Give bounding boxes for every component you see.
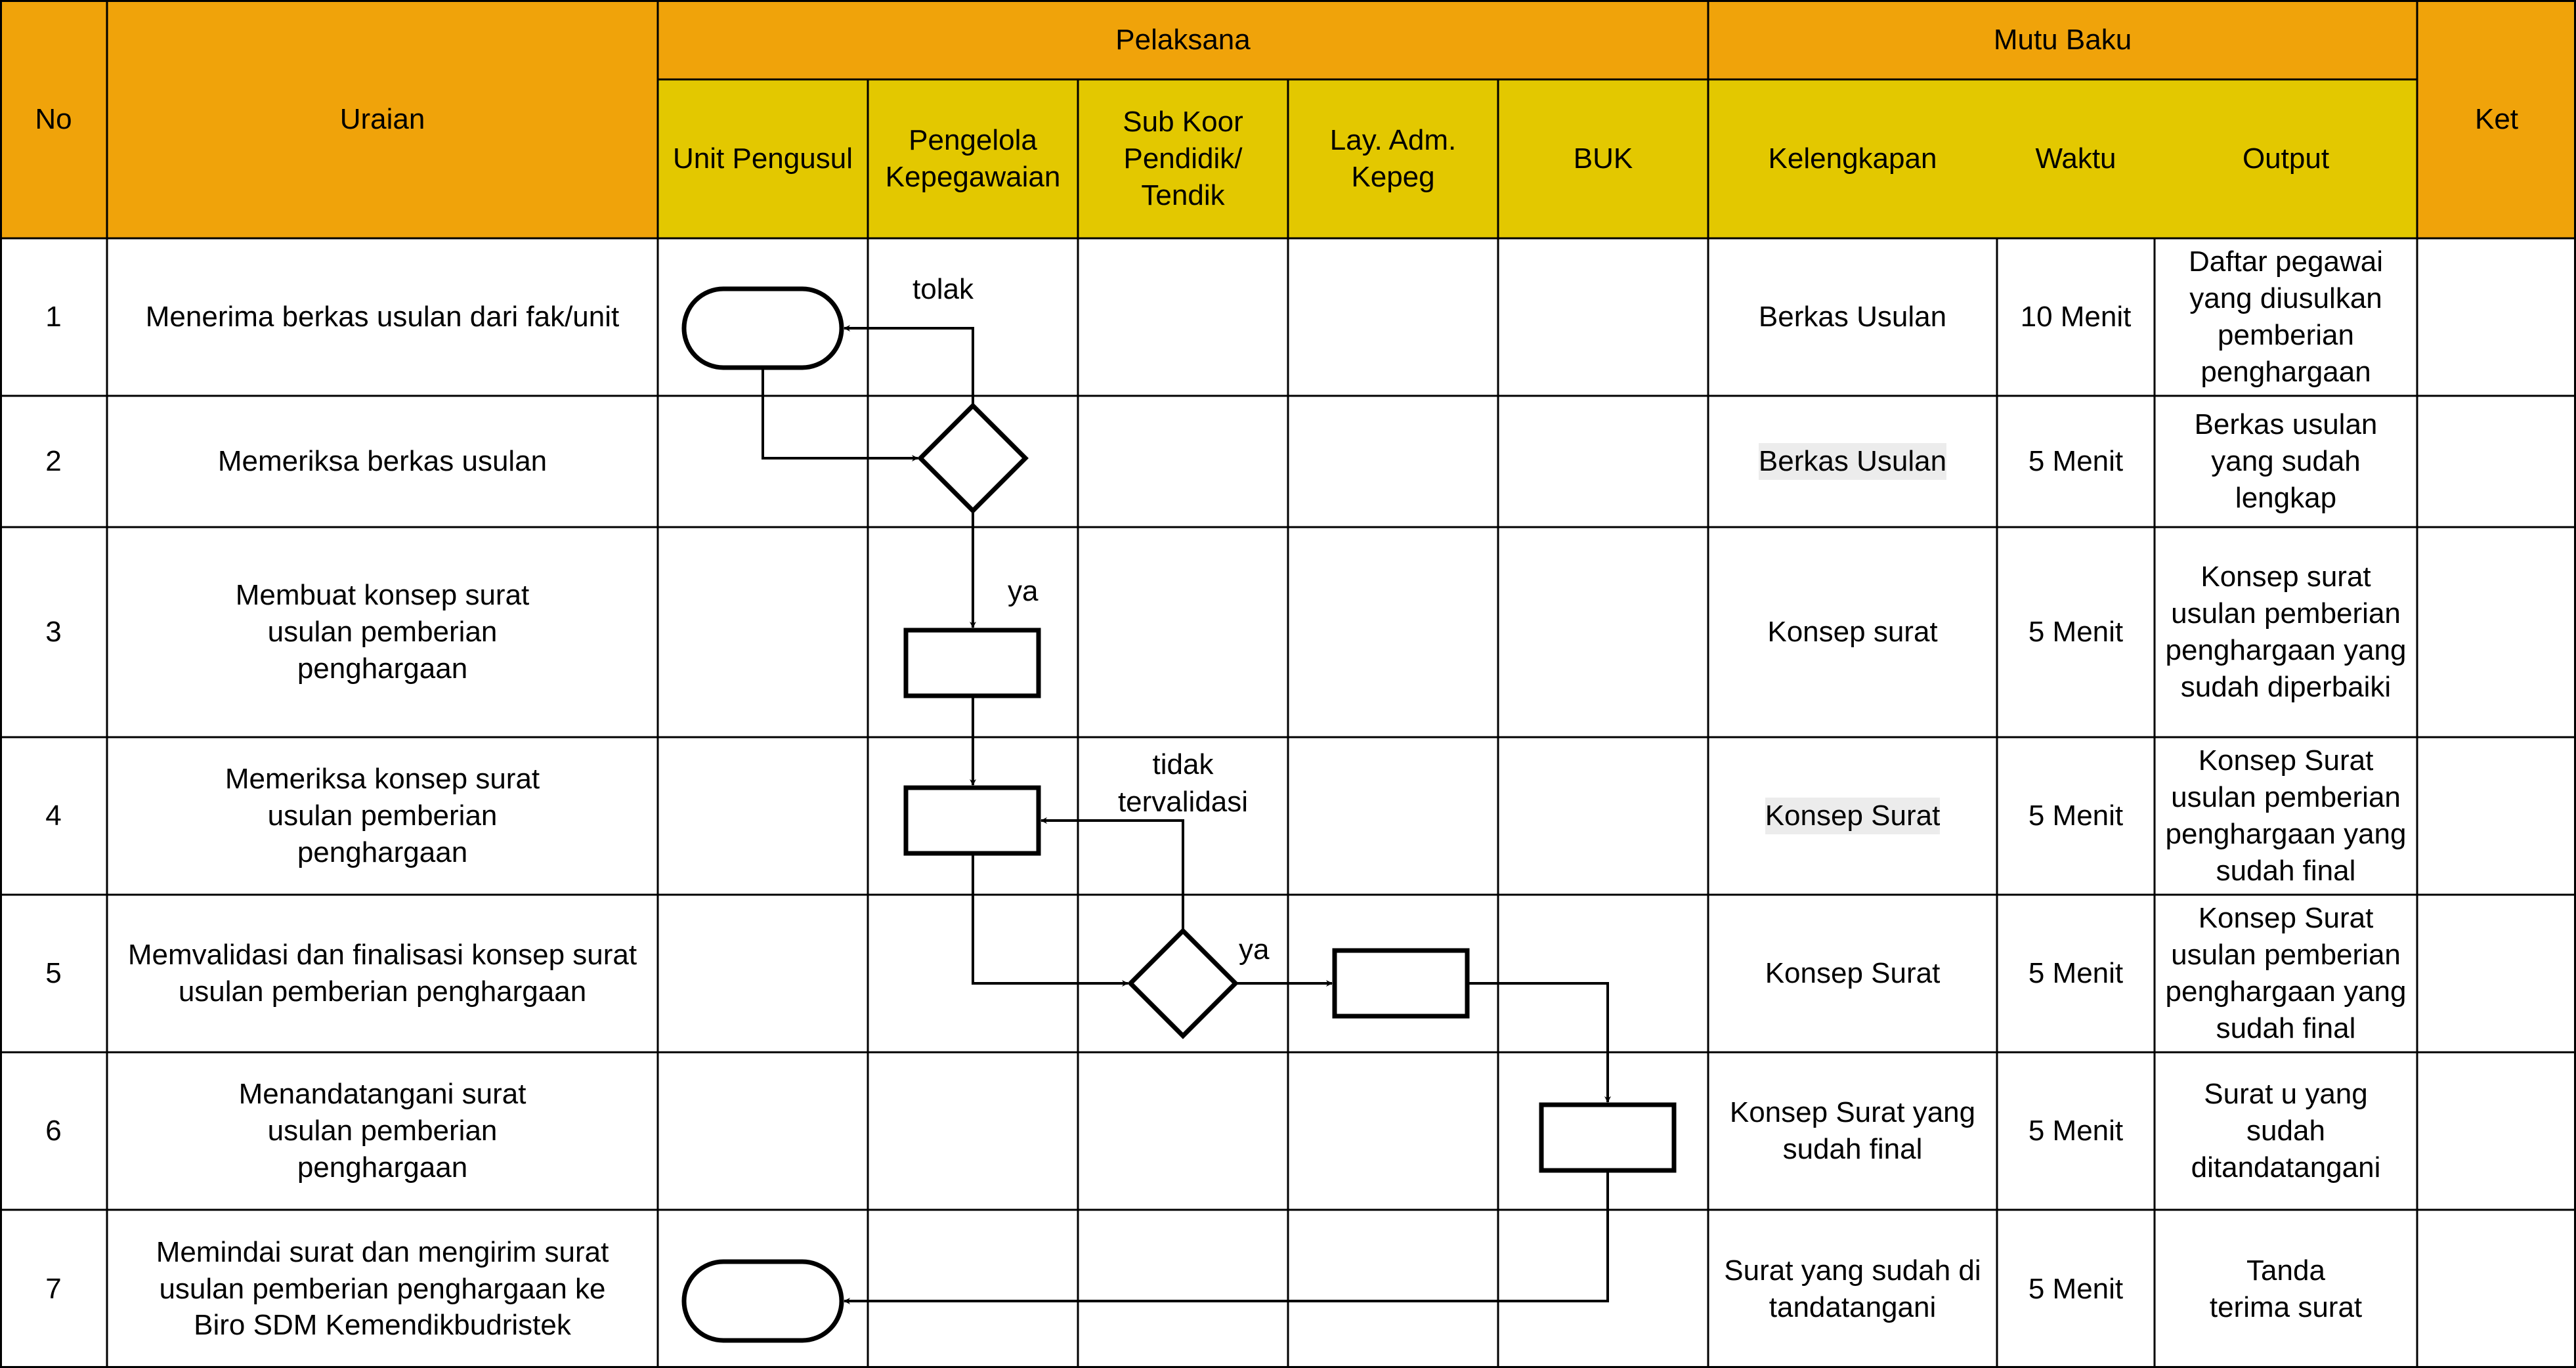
- row-3-waktu: 5 Menit: [2028, 616, 2124, 649]
- row-4-kelengkapan-text: Konsep Surat: [1765, 798, 1941, 834]
- connector-lay-adm-to-buk: [1467, 983, 1608, 1102]
- row-3-kelengkapan: Konsep surat: [1767, 616, 1938, 649]
- header-waktu: Waktu: [1997, 79, 2155, 238]
- row-3-no: 3: [45, 616, 62, 649]
- header-actor-lay-adm-kepeg: Lay. Adm. Kepeg: [1288, 79, 1498, 238]
- row-4-no: 4: [45, 800, 62, 832]
- row-2-kelengkapan-text: Berkas Usulan: [1759, 443, 1946, 480]
- row-5-waktu: 5 Menit: [2028, 957, 2124, 990]
- label-ya-1: ya: [1008, 575, 1039, 607]
- row-2-waktu: 5 Menit: [2028, 445, 2124, 478]
- row-2-no: 2: [45, 445, 62, 478]
- header-actor-sub-koor: Sub Koor Pendidik/ Tendik: [1078, 79, 1288, 238]
- row-5-kelengkapan: Konsep Surat: [1765, 957, 1941, 990]
- row-7-no: 7: [45, 1272, 62, 1305]
- process-buat-konsep: [906, 630, 1039, 696]
- row-7-kelengkapan: Surat yang sudah di tandatangani: [1724, 1254, 1981, 1323]
- row-1-uraian: Menerima berkas usulan dari fak/unit: [145, 301, 620, 333]
- row-5-no: 5: [45, 957, 62, 990]
- header-actor-unit-pengusul: Unit Pengusul: [658, 79, 868, 238]
- row-1-waktu: 10 Menit: [2020, 301, 2132, 333]
- row-4-waktu: 5 Menit: [2028, 800, 2124, 832]
- header-no: No: [0, 0, 107, 238]
- decision-check-berkas: [920, 406, 1025, 511]
- row-6-no: 6: [45, 1115, 62, 1147]
- row-5-uraian: Memvalidasi dan finalisasi konsep surat usulan pemberian penghargaan: [127, 939, 637, 1008]
- connector-periksa-to-validasi: [973, 853, 1128, 983]
- row-7-output: Tanda terima surat: [2209, 1254, 2363, 1323]
- header-ket: Ket: [2417, 0, 2576, 238]
- connector-tidak-tervalidasi: [1041, 821, 1183, 931]
- header-mutu-baku: Mutu Baku: [1708, 0, 2417, 79]
- connector-buk-to-end: [844, 1170, 1608, 1301]
- terminator-end: [684, 1262, 842, 1340]
- row-1-output: Daftar pegawai yang diusulkan pemberian penghargaan: [2189, 246, 2383, 388]
- decision-validasi: [1130, 931, 1235, 1036]
- row-6-uraian: Menandatangani surat usulan pemberian penghargaan: [238, 1078, 526, 1184]
- connector-tolak: [844, 328, 973, 406]
- row-4-output: Konsep Surat usulan pemberian penghargaan yang sudah final: [2165, 744, 2407, 887]
- row-3-uraian: Membuat konsep surat usulan pemberian penghargaan: [235, 579, 530, 685]
- row-6-kelengkapan: Konsep Surat yang sudah final: [1729, 1096, 1976, 1165]
- row-1-kelengkapan: Berkas Usulan: [1758, 301, 1947, 333]
- header-uraian: Uraian: [107, 0, 658, 238]
- row-4-uraian: Memeriksa konsep surat usulan pemberian penghargaan: [225, 763, 540, 868]
- row-7-waktu: 5 Menit: [2028, 1272, 2124, 1305]
- header-output: Output: [2155, 79, 2417, 238]
- label-tidak-tervalidasi: tidak tervalidasi: [1117, 748, 1249, 819]
- process-buk-tandatangan: [1541, 1105, 1674, 1170]
- header-kelengkapan: Kelengkapan: [1708, 79, 1997, 238]
- header-actor-pengelola-kepegawaian: Pengelola Kepegawaian: [868, 79, 1078, 238]
- label-tolak: tolak: [912, 273, 974, 305]
- row-3-output: Konsep surat usulan pemberian penghargaan yang sudah diperbaiki: [2165, 561, 2407, 703]
- header-actor-buk: BUK: [1498, 79, 1708, 238]
- process-lay-adm: [1335, 951, 1467, 1016]
- row-7-uraian: Memindai surat dan mengirim surat usulan pemberian penghargaan ke Biro SDM Kemendikbudristek: [156, 1235, 609, 1342]
- terminator-start: [684, 289, 842, 368]
- header-pelaksana: Pelaksana: [658, 0, 1708, 79]
- label-ya-2: ya: [1239, 933, 1270, 966]
- connector-start-to-check: [763, 368, 918, 458]
- row-5-output: Konsep Surat usulan pemberian penghargaan yang sudah final: [2165, 902, 2407, 1044]
- row-2-output: Berkas usulan yang sudah lengkap: [2194, 408, 2378, 514]
- row-6-output: Surat u yang sudah ditandatangani: [2191, 1078, 2381, 1184]
- row-2-uraian: Memeriksa berkas usulan: [217, 445, 547, 478]
- row-1-no: 1: [45, 301, 62, 333]
- row-6-waktu: 5 Menit: [2028, 1115, 2124, 1147]
- process-periksa-konsep: [906, 788, 1039, 853]
